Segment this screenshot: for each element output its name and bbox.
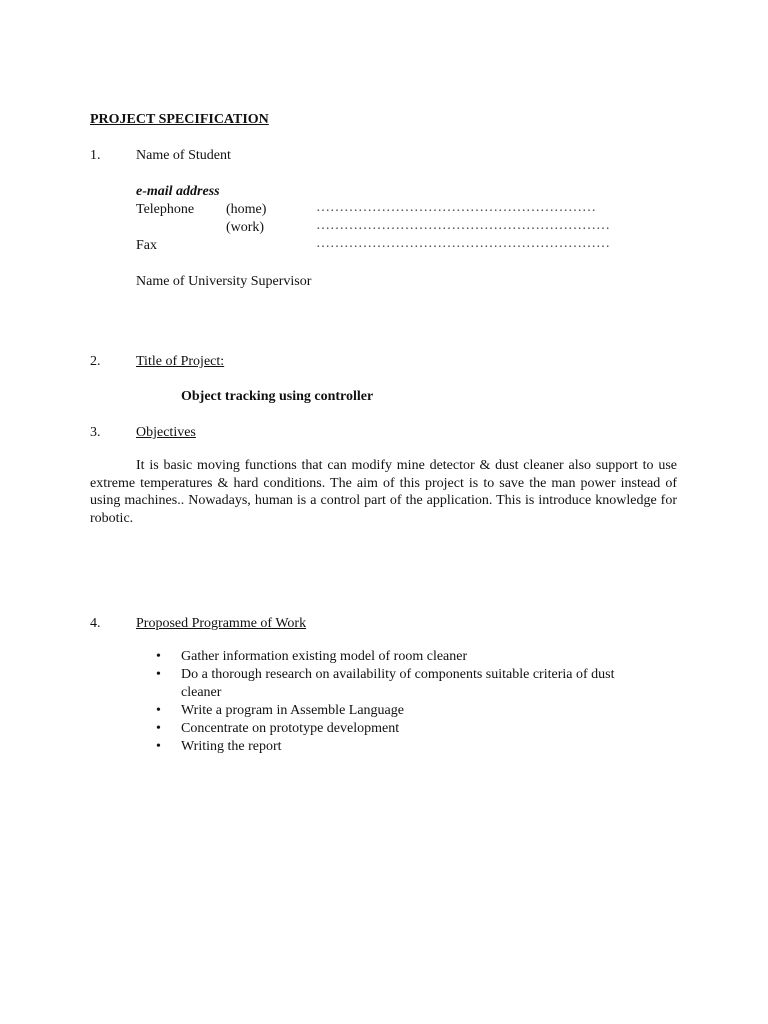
list-item-text: Concentrate on prototype development: [181, 721, 400, 736]
student-name-label: Name of Student: [136, 148, 231, 163]
list-item: [90, 738, 651, 756]
bullet-icon: •: [156, 739, 161, 754]
supervisor-label: Name of University Supervisor: [136, 274, 312, 289]
list-item-text: Do a thorough research on availability of components suitable criteria of dust cleaner: [181, 667, 615, 700]
section-1-number: 1.: [90, 148, 101, 163]
objectives-label: Objectives: [136, 425, 196, 440]
bullet-icon: •: [156, 703, 161, 718]
project-title-label: Title of Project:: [136, 354, 225, 369]
home-label: (home): [226, 202, 267, 217]
section-4-number: 4.: [90, 616, 101, 631]
document-heading: PROJECT SPECIFICATION: [90, 112, 269, 127]
fax-label: Fax: [136, 238, 157, 253]
email-label: e-mail address: [136, 184, 220, 199]
telephone-label: Telephone: [136, 202, 195, 217]
list-item: [90, 720, 651, 738]
list-item: [90, 666, 651, 702]
list-item-text: Gather information existing model of room cleaner: [181, 649, 468, 664]
list-item-text: Write a program in Assemble Language: [181, 703, 404, 718]
section-3-number: 3.: [90, 425, 101, 440]
programme-list: [90, 648, 690, 756]
bullet-icon: •: [156, 721, 161, 736]
work-phone-field[interactable]: ………………………………………………………: [316, 218, 610, 233]
programme-label: Proposed Programme of Work: [136, 616, 307, 631]
list-item: [90, 702, 651, 720]
fax-field[interactable]: ………………………………………………………: [316, 236, 610, 251]
bullet-icon: •: [156, 649, 161, 664]
objectives-paragraph: It is basic moving functions that can modify mine detector & dust cleaner also support to use extreme temperatures & hard conditions. The aim of this project is to save the man power instead of using machines.. Nowadays, human is a control part of the application. This is introduce knowledge for robotic.: [90, 458, 677, 527]
list-item: [90, 648, 651, 666]
bullet-icon: •: [156, 667, 161, 682]
project-title: Object tracking using controller: [181, 389, 374, 404]
home-phone-field[interactable]: ……………………………………………………: [316, 200, 596, 215]
work-label: (work): [226, 220, 265, 235]
section-2-number: 2.: [90, 354, 101, 369]
list-item-text: Writing the report: [181, 739, 282, 754]
